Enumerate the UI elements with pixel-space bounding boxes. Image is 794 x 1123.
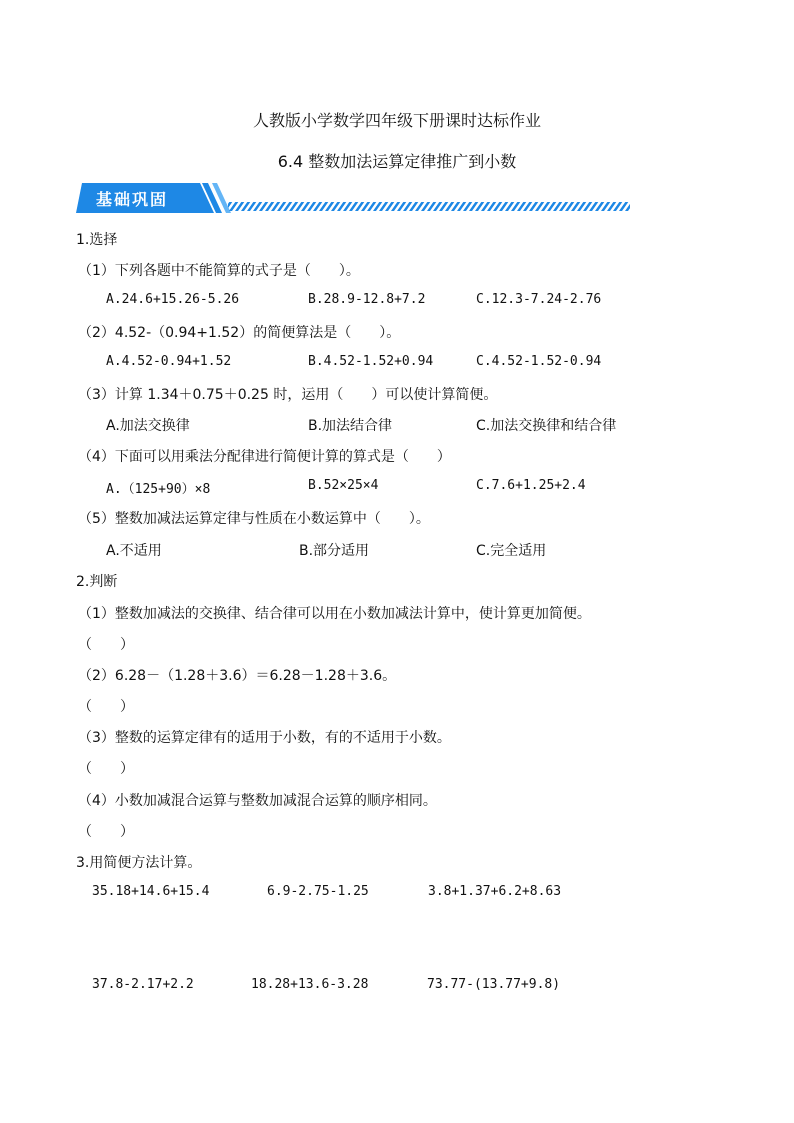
choice-heading: 1.选择	[76, 232, 118, 248]
calc-heading: 3.用简便方法计算。	[76, 855, 202, 871]
calc-expression: 3.8+1.37+6.2+8.63	[428, 884, 562, 899]
worksheet-title: 人教版小学数学四年级下册课时达标作业	[252, 111, 541, 130]
judge-q1-answer-blank: （ ）	[78, 637, 134, 653]
judge-q3-answer-blank: （ ）	[78, 761, 134, 777]
choice-q3-option-c: C.加法交换律和结合律	[476, 418, 617, 434]
calc-expression: 6.9-2.75-1.25	[267, 884, 369, 899]
choice-q3-stem: （3）计算 1.34＋0.75＋0.25 时，运用（ ）可以使计算简便。	[78, 387, 498, 403]
calc-expression: 73.77-(13.77+9.8)	[427, 977, 561, 992]
choice-q1-stem: （1）下列各题中不能简算的式子是（ ）。	[78, 263, 360, 279]
choice-q5-option-a: A.不适用	[106, 543, 162, 559]
judge-q1-stem: （1）整数加减法的交换律、结合律可以用在小数加减法计算中，使计算更加简便。	[78, 606, 591, 622]
judge-q2-answer-blank: （ ）	[78, 699, 134, 715]
choice-q5-option-c: C.完全适用	[476, 543, 547, 559]
choice-q2-option-a: A.4.52-0.94+1.52	[106, 354, 232, 369]
judge-q4-stem: （4）小数加减混合运算与整数加减混合运算的顺序相同。	[78, 793, 437, 809]
choice-q3-option-a: A.加法交换律	[106, 418, 190, 434]
judge-heading: 2.判断	[76, 574, 118, 590]
choice-q5-option-b: B.部分适用	[299, 543, 370, 559]
choice-q2-stem: （2）4.52-（0.94+1.52）的简便算法是（ ）。	[78, 325, 401, 341]
choice-q3-option-b: B.加法结合律	[308, 418, 393, 434]
choice-q4-stem: （4）下面可以用乘法分配律进行简便计算的算式是（ ）	[78, 449, 451, 465]
choice-q4-option-a: A.（125+90）×8	[106, 482, 211, 497]
choice-q5-stem: （5）整数加减法运算定律与性质在小数运算中（ ）。	[78, 511, 430, 527]
judge-q4-answer-blank: （ ）	[78, 824, 134, 840]
choice-q4-option-c: C.7.6+1.25+2.4	[476, 478, 586, 493]
calc-expression: 18.28+13.6-3.28	[251, 977, 369, 992]
choice-q1-option-a: A.24.6+15.26-5.26	[106, 292, 240, 307]
judge-q3-stem: （3）整数的运算定律有的适用于小数，有的不适用于小数。	[78, 730, 451, 746]
choice-q1-option-b: B.28.9-12.8+7.2	[308, 292, 426, 307]
choice-q4-option-b: B.52×25×4	[308, 478, 379, 493]
choice-q2-option-b: B.4.52-1.52+0.94	[308, 354, 434, 369]
choice-q1-option-c: C.12.3-7.24-2.76	[476, 292, 602, 307]
judge-q2-stem: （2）6.28－（1.28＋3.6）＝6.28－1.28＋3.6。	[78, 668, 397, 684]
lesson-subtitle: 6.4 整数加法运算定律推广到小数	[277, 152, 517, 171]
calc-expression: 37.8-2.17+2.2	[92, 977, 194, 992]
section-banner-label: 基础巩固	[96, 190, 169, 209]
choice-q2-option-c: C.4.52-1.52-0.94	[476, 354, 602, 369]
calc-expression: 35.18+14.6+15.4	[92, 884, 210, 899]
